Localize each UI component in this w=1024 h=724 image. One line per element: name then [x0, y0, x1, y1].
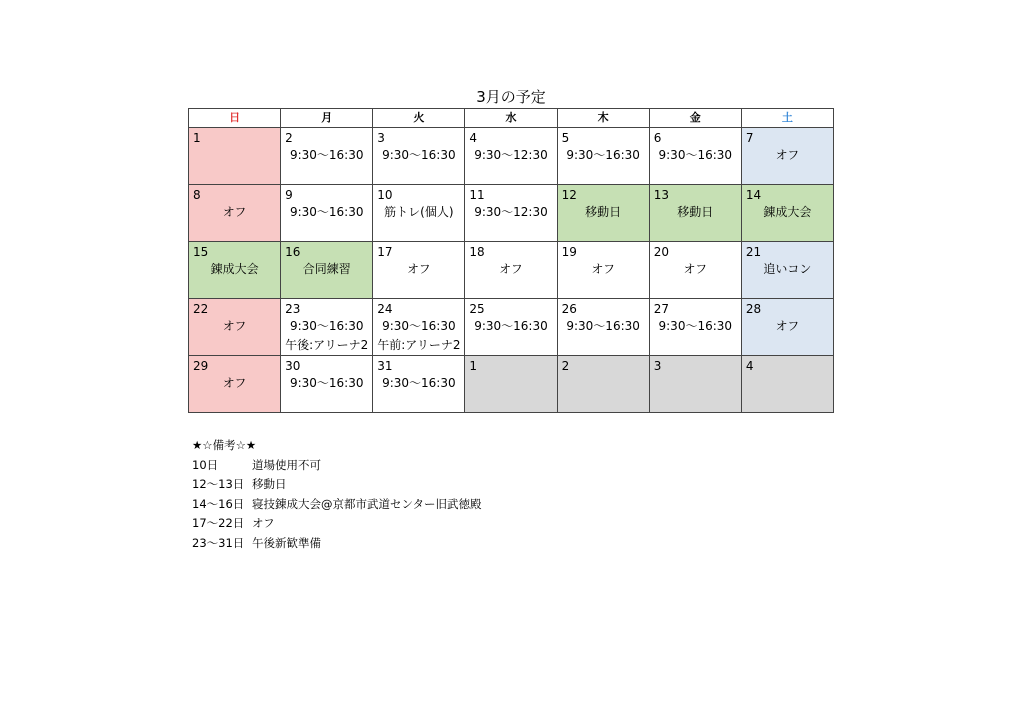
calendar-day-cell [465, 299, 557, 356]
day-number: 8 [193, 188, 201, 202]
page-title: 3月の予定 [476, 88, 546, 106]
note-item [192, 495, 482, 515]
day-event-text: 9:30～16:30 [658, 148, 733, 162]
note-text: 道場使用不可 [252, 457, 321, 472]
day-number: 12 [561, 188, 577, 202]
weekday-header: 日 [189, 109, 281, 128]
day-event-text: オフ [683, 262, 708, 276]
day-number: 4 [469, 131, 478, 145]
day-event-text: オフ [499, 262, 523, 276]
calendar-week-row [189, 185, 834, 242]
calendar-table [188, 108, 834, 413]
day-number: 23 [285, 302, 301, 316]
weekday-header: 火 [373, 109, 465, 128]
note-text: 移動日 [252, 477, 287, 491]
day-event-text: 9:30～16:30 [382, 148, 456, 162]
day-number: 1 [469, 359, 478, 373]
day-number: 22 [193, 302, 209, 316]
calendar-day-cell [741, 128, 833, 185]
day-event-text: オフ [775, 319, 800, 333]
day-number: 16 [285, 245, 301, 259]
day-number: 30 [285, 359, 301, 373]
weekday-header: 金 [649, 109, 741, 128]
note-text: 寝技錬成大会@京都市武道センター旧武徳殿 [252, 496, 482, 511]
notes-list [192, 456, 482, 554]
note-text: オフ [252, 516, 275, 530]
calendar-day-cell [649, 128, 741, 185]
day-number: 5 [561, 131, 570, 145]
calendar-day-cell [557, 356, 649, 413]
day-number: 17 [377, 245, 393, 259]
note-date: 23～31日 [192, 535, 245, 550]
day-number: 2 [285, 131, 293, 145]
calendar-day-cell [281, 185, 373, 242]
note-date: 17～22日 [192, 516, 245, 530]
calendar-day-cell [189, 356, 281, 413]
calendar-day-cell [189, 128, 281, 185]
day-number: 3 [377, 131, 385, 145]
day-event-text: 9:30～16:30 [289, 205, 364, 219]
weekday-header: 木 [557, 109, 649, 128]
day-event-text: 錬成大会 [210, 262, 259, 276]
note-date: 14～16日 [192, 496, 245, 511]
weekday-header: 土 [741, 109, 833, 128]
note-item [192, 534, 482, 554]
day-number: 24 [377, 302, 393, 316]
day-event-text: 9:30～16:30 [289, 319, 364, 333]
day-number: 18 [469, 245, 485, 259]
calendar-day-cell [189, 299, 281, 356]
calendar-day-cell [189, 185, 281, 242]
day-number: 26 [561, 302, 577, 316]
day-event-text: 9:30～16:30 [289, 148, 364, 162]
calendar-day-cell [557, 299, 649, 356]
day-number: 14 [745, 188, 762, 202]
day-number: 1 [193, 131, 201, 145]
day-number: 10 [377, 188, 393, 202]
calendar-day-cell [741, 185, 833, 242]
day-event-text: 合同練習 [302, 262, 351, 276]
day-event-text: 午後:アリーナ2 [285, 338, 369, 352]
day-event-text: 移動日 [585, 205, 622, 219]
calendar-body [189, 128, 834, 413]
day-number: 3 [653, 359, 662, 373]
calendar-day-cell [465, 356, 557, 413]
day-event-text: 筋トレ(個人) [384, 205, 454, 219]
note-date: 10日 [192, 457, 219, 472]
day-number: 11 [469, 188, 485, 202]
day-event-text: オフ [222, 376, 247, 390]
note-text: 午後新歓準備 [252, 535, 321, 550]
day-number: 25 [469, 302, 485, 316]
calendar-day-cell [741, 299, 833, 356]
calendar-week-row [189, 299, 834, 356]
weekday-header: 水 [465, 109, 557, 128]
calendar-day-cell [189, 242, 281, 299]
note-date: 12～13日 [192, 477, 245, 491]
day-event-text: 追いコン [763, 262, 812, 276]
day-number: 2 [561, 359, 570, 373]
calendar-day-cell [465, 128, 557, 185]
day-event-text: オフ [222, 319, 247, 333]
day-number: 7 [745, 131, 754, 145]
calendar-day-cell [649, 185, 741, 242]
calendar-week-row [189, 242, 834, 299]
calendar-day-cell [465, 185, 557, 242]
day-event-text: 9:30～16:30 [382, 376, 456, 390]
note-item [192, 514, 482, 534]
calendar-day-cell [557, 242, 649, 299]
calendar-day-cell [649, 242, 741, 299]
day-event-text: 午前:アリーナ2 [377, 338, 461, 352]
day-event-text: 錬成大会 [763, 205, 812, 219]
calendar-day-cell [281, 356, 373, 413]
notes-heading: ★☆備考☆★ [192, 438, 257, 452]
day-event-text: オフ [407, 262, 431, 276]
day-event-text: オフ [591, 262, 615, 276]
notes-section [192, 436, 482, 553]
calendar-day-cell [373, 185, 465, 242]
calendar-day-cell [649, 356, 741, 413]
day-number: 31 [377, 359, 393, 373]
day-number: 19 [561, 245, 577, 259]
day-number: 28 [745, 302, 762, 316]
calendar-day-cell [649, 299, 741, 356]
day-event-text: オフ [222, 205, 247, 219]
day-event-text: 9:30～16:30 [382, 319, 456, 333]
weekday-header-row [189, 109, 834, 128]
calendar-day-cell [281, 299, 373, 356]
day-number: 9 [285, 188, 293, 202]
day-number: 29 [193, 359, 209, 373]
day-event-text: オフ [775, 148, 800, 162]
day-number: 20 [653, 245, 669, 259]
calendar-week-row [189, 356, 834, 413]
day-number: 21 [745, 245, 762, 259]
day-event-text: 9:30～12:30 [474, 205, 548, 219]
day-event-text: 9:30～16:30 [474, 319, 548, 333]
day-number: 27 [653, 302, 669, 316]
day-event-text: 9:30～16:30 [289, 376, 364, 390]
calendar-day-cell [373, 299, 465, 356]
calendar-day-cell [741, 242, 833, 299]
calendar-day-cell [281, 128, 373, 185]
day-event-text: 9:30～12:30 [474, 148, 548, 162]
day-number: 15 [193, 245, 209, 259]
day-number: 4 [745, 359, 754, 373]
day-number: 13 [653, 188, 669, 202]
day-event-text: 9:30～16:30 [566, 148, 640, 162]
weekday-header: 月 [281, 109, 373, 128]
note-item [192, 475, 482, 495]
note-item [192, 456, 482, 476]
calendar-day-cell [557, 128, 649, 185]
day-event-text: 9:30～16:30 [566, 319, 640, 333]
calendar-day-cell [557, 185, 649, 242]
day-event-text: 9:30～16:30 [658, 319, 733, 333]
calendar-day-cell [373, 128, 465, 185]
calendar-day-cell [465, 242, 557, 299]
day-event-text: 移動日 [677, 205, 714, 219]
calendar-day-cell [373, 242, 465, 299]
day-number: 6 [653, 131, 662, 145]
calendar-week-row [189, 128, 834, 185]
calendar-day-cell [741, 356, 833, 413]
calendar-day-cell [281, 242, 373, 299]
calendar-day-cell [373, 356, 465, 413]
